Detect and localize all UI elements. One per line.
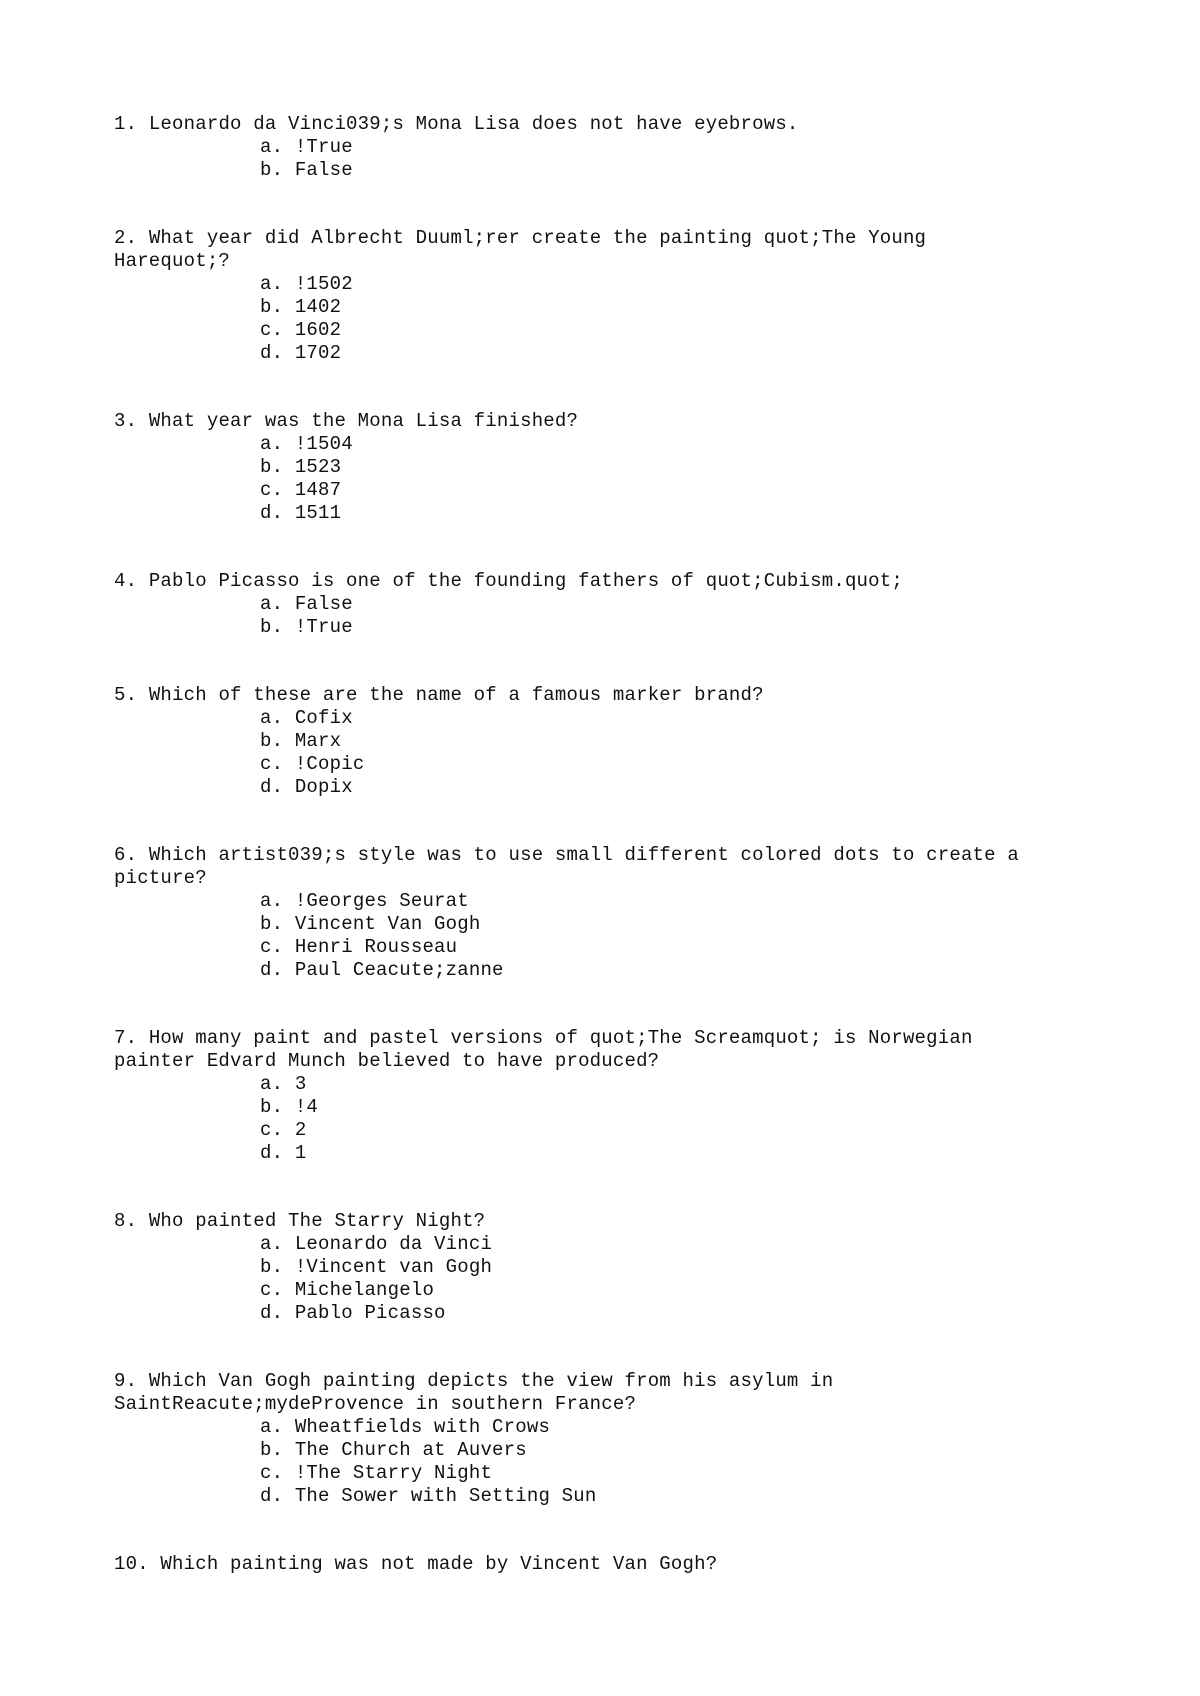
answer-list [114, 273, 1074, 365]
answer-letter: d. [260, 959, 284, 981]
answer-text: 1487 [294, 479, 342, 501]
answer-option [260, 456, 1074, 479]
answer-option [260, 159, 1074, 182]
answer-text: 2 [294, 1119, 307, 1141]
answer-letter: c. [260, 479, 284, 501]
answer-text: !The Starry Night [294, 1462, 493, 1484]
answer-option [260, 936, 1074, 959]
answer-text: Paul Ceacute;zanne [294, 959, 504, 981]
question-number: 1. [114, 113, 138, 135]
answer-list [114, 1416, 1074, 1508]
answer-option [260, 1279, 1074, 1302]
answer-text: 3 [294, 1073, 307, 1095]
answer-option [260, 1462, 1074, 1485]
answer-text: 1523 [294, 456, 342, 478]
answer-letter: c. [260, 1279, 284, 1301]
answer-option [260, 342, 1074, 365]
answer-letter: d. [260, 342, 284, 364]
answer-option [260, 136, 1074, 159]
answer-letter: a. [260, 273, 284, 295]
question-block [114, 1370, 1074, 1508]
question-block [114, 1553, 1074, 1576]
question-block [114, 113, 1074, 182]
answer-text: 1602 [294, 319, 342, 341]
answer-letter: a. [260, 1073, 284, 1095]
question-text [114, 684, 1074, 707]
question-block [114, 227, 1074, 365]
answer-letter: c. [260, 319, 284, 341]
answer-text: Marx [294, 730, 342, 752]
answer-list [114, 1073, 1074, 1165]
answer-letter: b. [260, 1256, 284, 1278]
answer-option [260, 616, 1074, 639]
answer-text: !Vincent van Gogh [294, 1256, 493, 1278]
question-text [114, 1370, 1074, 1416]
question-number: 9. [114, 1370, 138, 1392]
quiz-content [114, 113, 1074, 1621]
answer-text: Michelangelo [294, 1279, 435, 1301]
question-text [114, 1210, 1074, 1233]
answer-letter: a. [260, 136, 284, 158]
answer-list [114, 593, 1074, 639]
answer-option [260, 502, 1074, 525]
answer-list [114, 433, 1074, 525]
answer-letter: c. [260, 1462, 284, 1484]
answer-text: 1 [294, 1142, 307, 1164]
answer-text: !1504 [294, 433, 353, 455]
question-block [114, 570, 1074, 639]
answer-letter: d. [260, 1142, 284, 1164]
answer-letter: b. [260, 730, 284, 752]
question-number: 5. [114, 684, 138, 706]
answer-option [260, 730, 1074, 753]
answer-text: Vincent Van Gogh [294, 913, 481, 935]
answer-text: !True [294, 136, 353, 158]
answer-letter: d. [260, 1302, 284, 1324]
answer-option [260, 753, 1074, 776]
answer-text: False [294, 593, 353, 615]
question-prompt: Which artist039;s style was to use small different colored dots to create a picture? [114, 844, 1019, 889]
answer-letter: c. [260, 1119, 284, 1141]
question-text [114, 227, 1074, 273]
answer-letter: a. [260, 707, 284, 729]
answer-option [260, 1416, 1074, 1439]
question-text [114, 1027, 1074, 1073]
question-text [114, 570, 1074, 593]
answer-letter: a. [260, 1416, 284, 1438]
answer-option [260, 1096, 1074, 1119]
answer-option [260, 1073, 1074, 1096]
answer-option [260, 1485, 1074, 1508]
question-block [114, 1027, 1074, 1165]
question-text [114, 410, 1074, 433]
answer-option [260, 1233, 1074, 1256]
question-prompt: Who painted The Starry Night? [148, 1210, 486, 1232]
answer-letter: d. [260, 1485, 284, 1507]
question-prompt: Which Van Gogh painting depicts the view from his asylum in SaintReacute;mydeProvence in southern France? [114, 1370, 834, 1415]
question-text [114, 844, 1074, 890]
question-prompt: Which painting was not made by Vincent Van Gogh? [160, 1553, 718, 1575]
answer-option [260, 319, 1074, 342]
answer-text: Pablo Picasso [294, 1302, 446, 1324]
answer-text: Dopix [294, 776, 353, 798]
question-number: 2. [114, 227, 138, 249]
answer-letter: c. [260, 936, 284, 958]
answer-list [114, 1233, 1074, 1325]
answer-text: The Sower with Setting Sun [294, 1485, 597, 1507]
answer-letter: b. [260, 1096, 284, 1118]
answer-list [114, 890, 1074, 982]
question-number: 10. [114, 1553, 149, 1575]
question-prompt: What year was the Mona Lisa finished? [148, 410, 579, 432]
answer-option [260, 1119, 1074, 1142]
question-text [114, 113, 1074, 136]
question-prompt: Leonardo da Vinci039;s Mona Lisa does not have eyebrows. [148, 113, 799, 135]
question-prompt: What year did Albrecht Duuml;rer create the painting quot;The Young Harequot;? [114, 227, 927, 272]
answer-letter: a. [260, 433, 284, 455]
answer-text: False [294, 159, 353, 181]
answer-text: Wheatfields with Crows [294, 1416, 551, 1438]
answer-option [260, 273, 1074, 296]
answer-option [260, 1302, 1074, 1325]
answer-text: !4 [294, 1096, 319, 1118]
answer-text: !Copic [294, 753, 365, 775]
answer-letter: b. [260, 456, 284, 478]
answer-option [260, 296, 1074, 319]
answer-option [260, 1142, 1074, 1165]
answer-option [260, 433, 1074, 456]
answer-option [260, 593, 1074, 616]
question-block [114, 1210, 1074, 1325]
answer-text: !True [294, 616, 353, 638]
question-prompt: How many paint and pastel versions of quot;The Screamquot; is Norwegian painter Edvard Munch believed to have produced? [114, 1027, 973, 1072]
answer-option [260, 1256, 1074, 1279]
question-block [114, 844, 1074, 982]
answer-option [260, 707, 1074, 730]
answer-letter: d. [260, 502, 284, 524]
answer-text: Leonardo da Vinci [294, 1233, 493, 1255]
answer-option [260, 1439, 1074, 1462]
answer-list [114, 707, 1074, 799]
answer-text: !1502 [294, 273, 353, 295]
answer-letter: a. [260, 1233, 284, 1255]
answer-text: Henri Rousseau [294, 936, 458, 958]
question-block [114, 684, 1074, 799]
answer-letter: a. [260, 593, 284, 615]
question-prompt: Which of these are the name of a famous marker brand? [148, 684, 764, 706]
answer-list [114, 136, 1074, 182]
answer-letter: a. [260, 890, 284, 912]
answer-option [260, 776, 1074, 799]
answer-letter: b. [260, 296, 284, 318]
answer-letter: c. [260, 753, 284, 775]
answer-text: !Georges Seurat [294, 890, 469, 912]
answer-letter: d. [260, 776, 284, 798]
answer-letter: b. [260, 913, 284, 935]
answer-letter: b. [260, 1439, 284, 1461]
question-number: 3. [114, 410, 138, 432]
answer-option [260, 890, 1074, 913]
question-number: 7. [114, 1027, 138, 1049]
answer-text: 1702 [294, 342, 342, 364]
question-block [114, 410, 1074, 525]
question-text [114, 1553, 1074, 1576]
question-prompt: Pablo Picasso is one of the founding fathers of quot;Cubism.quot; [148, 570, 903, 592]
question-number: 6. [114, 844, 138, 866]
answer-text: 1511 [294, 502, 342, 524]
answer-text: 1402 [294, 296, 342, 318]
answer-text: Cofix [294, 707, 353, 729]
question-number: 4. [114, 570, 138, 592]
answer-option [260, 479, 1074, 502]
answer-letter: b. [260, 159, 284, 181]
answer-option [260, 913, 1074, 936]
answer-text: The Church at Auvers [294, 1439, 527, 1461]
answer-letter: b. [260, 616, 284, 638]
answer-option [260, 959, 1074, 982]
question-number: 8. [114, 1210, 138, 1232]
